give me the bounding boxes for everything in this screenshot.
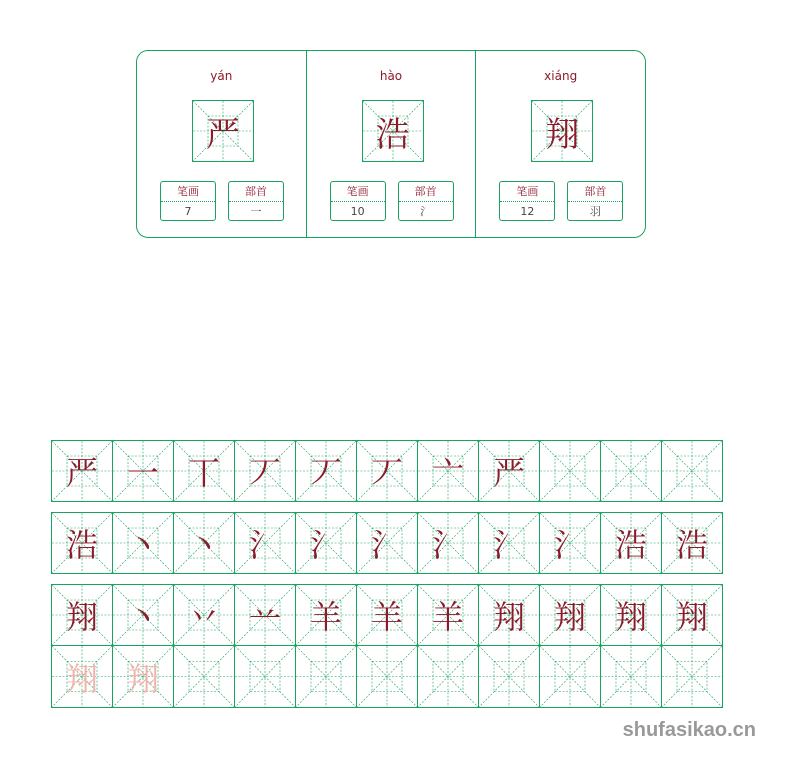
stroke-step: 丶 — [126, 526, 159, 564]
character-glyph: 严 — [206, 114, 240, 155]
stroke-count-value: 10 — [350, 205, 365, 218]
stroke-count-value: 12 — [520, 205, 535, 218]
character-box — [531, 100, 593, 162]
practice-cell — [600, 512, 662, 574]
character-box — [362, 100, 424, 162]
practice-cell — [539, 584, 601, 646]
stroke-step: 丷 — [187, 598, 220, 636]
practice-cell — [356, 584, 418, 646]
radical-value: 氵 — [420, 205, 432, 218]
stroke-step: 羊 — [431, 598, 464, 636]
mi-grid-guides — [235, 646, 295, 707]
stroke-step: 丅 — [187, 454, 220, 492]
practice-cell — [539, 512, 601, 574]
practice-cell — [661, 584, 723, 646]
practice-cell — [234, 440, 296, 502]
mi-grid-guides — [479, 646, 539, 707]
stroke-step: 氵 — [370, 526, 403, 564]
practice-cell — [539, 440, 601, 502]
practice-cell — [600, 440, 662, 502]
mi-grid-guides — [418, 646, 478, 707]
character-panel — [475, 51, 645, 237]
practice-cell — [112, 512, 174, 574]
radical-value: 一 — [250, 205, 262, 218]
radical-label: 部首 — [568, 182, 622, 202]
mi-grid-guides — [540, 441, 600, 501]
practice-grid-1 — [51, 440, 733, 502]
practice-cell — [173, 645, 235, 708]
watermark: shufasikao.cn — [622, 719, 756, 741]
practice-cell — [234, 512, 296, 574]
practice-cell — [112, 645, 174, 708]
practice-cell — [51, 440, 113, 502]
practice-cell — [478, 645, 540, 708]
radical-box — [567, 181, 623, 221]
mi-grid-guides — [174, 646, 234, 707]
trace-character: 翔 — [126, 659, 159, 698]
practice-row — [51, 646, 733, 708]
practice-cell — [295, 512, 357, 574]
stroke-count-value: 7 — [184, 205, 192, 218]
practice-cell — [112, 584, 174, 646]
stroke-step: 氵 — [553, 526, 586, 564]
practice-cell — [417, 584, 479, 646]
stroke-step: 翔 — [675, 598, 708, 636]
practice-cell — [173, 512, 235, 574]
practice-cell — [112, 440, 174, 502]
stroke-count-label: 笔画 — [161, 182, 215, 202]
mi-grid-guides — [540, 646, 600, 707]
stroke-step: 丆 — [370, 454, 403, 492]
radical-box — [228, 181, 284, 221]
practice-cell — [661, 645, 723, 708]
practice-cell — [51, 645, 113, 708]
practice-cell — [478, 512, 540, 574]
pinyin-label: yán — [210, 69, 233, 83]
character-panel — [137, 51, 306, 237]
radical-box — [398, 181, 454, 221]
model-character: 浩 — [65, 526, 98, 564]
stroke-step: 丆 — [309, 454, 342, 492]
radical-value: 羽 — [589, 205, 601, 218]
practice-cell — [417, 645, 479, 708]
stroke-step: 丶 — [187, 526, 220, 564]
mi-grid-guides — [601, 441, 661, 501]
practice-row — [51, 584, 733, 646]
character-panel — [306, 51, 476, 237]
mi-grid-guides — [662, 441, 722, 501]
practice-cell — [295, 584, 357, 646]
practice-cell — [51, 584, 113, 646]
stroke-step: 䒑 — [248, 598, 281, 636]
character-info-card — [136, 50, 646, 238]
stroke-count-box — [330, 181, 386, 221]
practice-cell — [478, 440, 540, 502]
stroke-step: 浩 — [675, 526, 708, 564]
model-character: 翔 — [65, 598, 98, 636]
stroke-step: 氵 — [431, 526, 464, 564]
practice-cell — [478, 584, 540, 646]
practice-grid-2 — [51, 512, 733, 574]
stroke-step: 氵 — [492, 526, 525, 564]
stroke-step: 亠 — [431, 454, 464, 492]
practice-row — [51, 440, 733, 502]
stroke-step: 羊 — [370, 598, 403, 636]
practice-cell — [234, 584, 296, 646]
stroke-step: 严 — [492, 454, 525, 492]
practice-cell — [600, 645, 662, 708]
stroke-step: 一 — [126, 454, 159, 492]
stroke-step: 氵 — [309, 526, 342, 564]
practice-cell — [417, 512, 479, 574]
practice-cell — [600, 584, 662, 646]
stroke-step: 翔 — [492, 598, 525, 636]
stroke-step: 羊 — [309, 598, 342, 636]
pinyin-label: hào — [379, 69, 403, 83]
practice-cell — [539, 645, 601, 708]
stroke-step: 翔 — [553, 598, 586, 636]
pinyin-label: xiáng — [544, 69, 578, 83]
character-glyph: 翔 — [545, 114, 580, 155]
character-box — [192, 100, 254, 162]
trace-character: 翔 — [65, 659, 98, 698]
practice-cell — [173, 440, 235, 502]
mi-grid-guides — [296, 646, 356, 707]
practice-cell — [234, 645, 296, 708]
model-character: 严 — [65, 454, 98, 492]
stroke-count-label: 笔画 — [500, 182, 554, 202]
practice-cell — [356, 440, 418, 502]
practice-cell — [356, 512, 418, 574]
stroke-step: 浩 — [614, 526, 647, 564]
practice-grid-3 — [51, 584, 733, 708]
mi-grid-guides — [601, 646, 661, 707]
stroke-count-box — [499, 181, 555, 221]
stroke-step: 丶 — [126, 598, 159, 636]
practice-cell — [417, 440, 479, 502]
practice-row — [51, 512, 733, 574]
practice-cell — [295, 645, 357, 708]
mi-grid-guides — [662, 646, 722, 707]
radical-label: 部首 — [229, 182, 283, 202]
radical-label: 部首 — [399, 182, 453, 202]
stroke-step: 翔 — [614, 598, 647, 636]
stroke-step: 丆 — [248, 454, 281, 492]
stroke-step: 氵 — [248, 526, 281, 564]
practice-cell — [661, 512, 723, 574]
practice-cell — [661, 440, 723, 502]
mi-grid-guides — [357, 646, 417, 707]
practice-cell — [356, 645, 418, 708]
practice-cell — [51, 512, 113, 574]
practice-cell — [173, 584, 235, 646]
character-glyph: 浩 — [375, 114, 410, 155]
stroke-count-label: 笔画 — [331, 182, 385, 202]
stroke-count-box — [160, 181, 216, 221]
practice-cell — [295, 440, 357, 502]
